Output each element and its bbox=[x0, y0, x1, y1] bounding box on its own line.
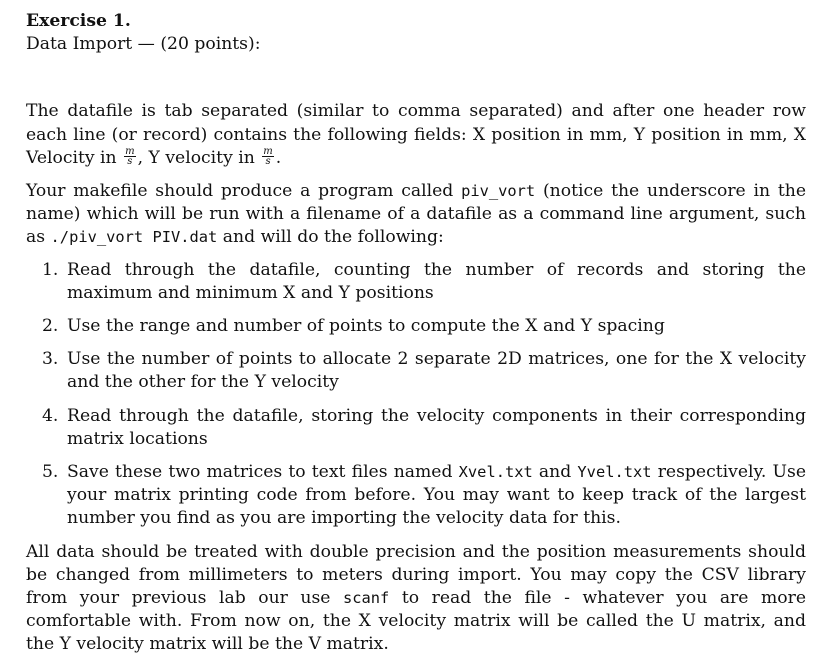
step-item bbox=[26, 348, 806, 394]
yvel-filename-code: Yvel.txt bbox=[577, 463, 652, 482]
command-example-code: ./piv_vort PIV.dat bbox=[50, 228, 218, 247]
makefile-paragraph bbox=[26, 180, 806, 250]
unit-fraction-y bbox=[262, 147, 273, 166]
xvel-filename-code: Xvel.txt bbox=[458, 463, 533, 482]
datafile-end-text: . bbox=[275, 147, 282, 168]
step-text-b: and bbox=[532, 462, 578, 483]
scanf-code: scanf bbox=[342, 589, 390, 608]
exercise-page bbox=[26, 10, 806, 657]
step-item bbox=[26, 461, 806, 531]
step-text: Use the range and number of points to compute the X and Y spacing bbox=[67, 316, 665, 337]
datafile-description-paragraph bbox=[26, 100, 806, 170]
step-text: Read through the datafile, storing the velocity components in their corresponding matrix locations bbox=[67, 405, 806, 449]
precision-text-a: All data should be treated with double precision and the position measurements should be changed from millimeters to meters during import. You may copy the CSV library from your previous lab our use bbox=[26, 541, 806, 609]
step-text bbox=[67, 462, 806, 528]
unit-denominator: s bbox=[265, 155, 271, 167]
datafile-mid-text: , Y velocity in bbox=[137, 147, 261, 168]
makefile-text-c: and will do the following: bbox=[217, 227, 444, 248]
datafile-intro-text: The datafile is tab separated (similar to comma separated) and after one header row each line (or record) contains the following fields: X position in mm, Y position in mm, X Velocity in bbox=[26, 101, 806, 168]
program-name-code: piv_vort bbox=[461, 182, 536, 201]
step-text-a: Save these two matrices to text files named bbox=[67, 462, 459, 483]
precision-text-b: to read the file - whatever you are more comfortable with. From now on, the X velocity matrix will be called the U matrix, and the Y velocity matrix will be the V matrix. bbox=[26, 588, 807, 655]
steps-list bbox=[26, 259, 806, 531]
exercise-subtitle: Data Import — (20 points): bbox=[26, 34, 261, 55]
unit-denominator: s bbox=[127, 155, 133, 167]
unit-numerator: m bbox=[263, 145, 273, 157]
step-text-c: respectively. Use your matrix printing code from before. You may want to keep track of the largest number you find as you are importing the velocity data for this. bbox=[67, 462, 806, 529]
step-number: 4. bbox=[42, 405, 59, 426]
precision-paragraph bbox=[26, 541, 806, 657]
exercise-title: Exercise 1. bbox=[26, 11, 131, 31]
step-number: 1. bbox=[42, 259, 59, 280]
step-item bbox=[26, 405, 806, 451]
step-item bbox=[26, 259, 806, 305]
step-text: Use the number of points to allocate 2 separate 2D matrices, one for the X velocity and the other for the Y velocity bbox=[67, 349, 806, 393]
step-item bbox=[26, 315, 806, 338]
makefile-text-a: Your makefile should produce a program called bbox=[26, 181, 462, 202]
step-text: Read through the datafile, counting the number of records and storing the maximum and minimum X and Y positions bbox=[67, 259, 806, 303]
unit-numerator: m bbox=[125, 145, 135, 157]
step-number: 5. bbox=[42, 462, 59, 483]
unit-fraction-x bbox=[124, 147, 135, 166]
step-number: 3. bbox=[42, 349, 59, 370]
step-number: 2. bbox=[42, 316, 59, 337]
makefile-text-b: (notice the underscore in the name) which will be run with a filename of a datafile as a command line argument, such as bbox=[26, 181, 806, 248]
